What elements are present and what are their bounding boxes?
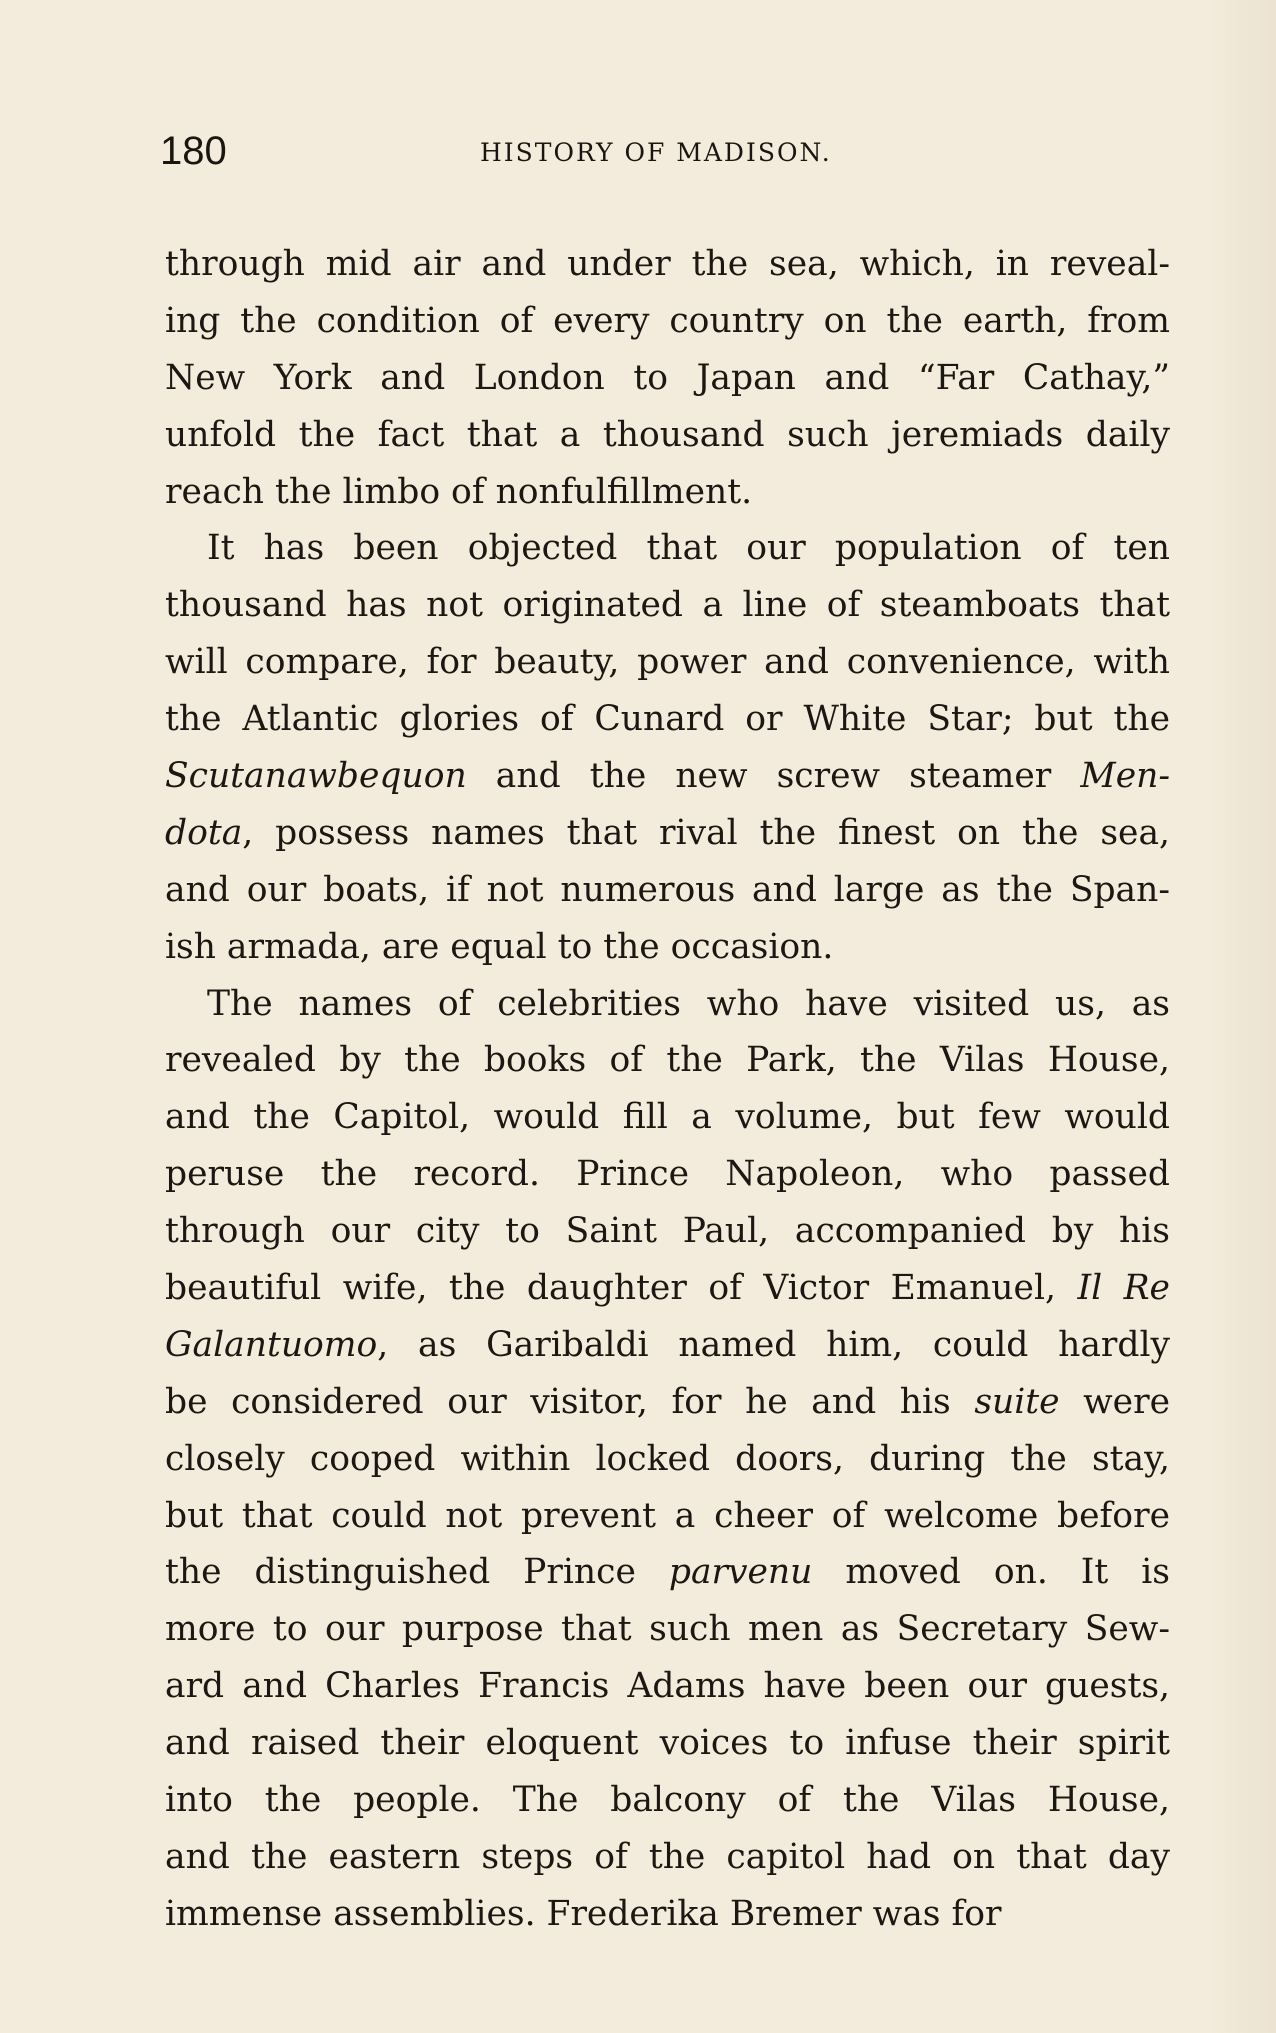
text-run: ish armada, are equal to the occasion. xyxy=(165,926,834,967)
italic-text: parvenu xyxy=(668,1552,813,1593)
italic-text: Scutanawbequon xyxy=(165,756,467,797)
text-line xyxy=(165,464,1170,521)
italic-text: Galantuomo xyxy=(165,1324,378,1365)
text-run: through our city to Saint Paul, accompanied by his xyxy=(165,1211,1170,1252)
text-run: but that could not prevent a cheer of welcome before xyxy=(165,1495,1170,1536)
text-line xyxy=(165,407,1170,464)
text-line xyxy=(165,1544,1170,1601)
text-run: New York and London to Japan and “Far Cathay,” xyxy=(165,357,1170,398)
text-line xyxy=(165,1203,1170,1260)
text-line xyxy=(165,691,1170,748)
text-run: and the eastern steps of the capitol had on that day xyxy=(165,1836,1170,1877)
text-line xyxy=(165,1658,1170,1715)
text-run: unfold the fact that a thousand such jeremiads daily xyxy=(165,414,1170,455)
text-line xyxy=(165,1601,1170,1658)
text-run: ard and Charles Francis Adams have been our guests, xyxy=(165,1666,1170,1707)
italic-text: Men- xyxy=(1080,756,1170,797)
text-run: , possess names that rival the finest on the sea, xyxy=(242,812,1170,853)
text-line xyxy=(165,748,1170,805)
text-line xyxy=(165,1374,1170,1431)
text-run: peruse the record. Prince Napoleon, who passed xyxy=(165,1154,1170,1195)
text-line xyxy=(165,1317,1170,1374)
text-line xyxy=(165,1089,1170,1146)
running-head: HISTORY OF MADISON. xyxy=(480,138,832,167)
italic-text: dota xyxy=(165,812,243,853)
text-line xyxy=(165,1715,1170,1772)
text-line xyxy=(165,1431,1170,1488)
text-run: thousand has not originated a line of steamboats that xyxy=(165,585,1170,626)
text-run: more to our purpose that such men as Secretary Sew- xyxy=(165,1609,1170,1650)
text-run: closely cooped within locked doors, during the stay, xyxy=(165,1438,1170,1479)
text-run: immense assemblies. Frederika Bremer was for xyxy=(165,1893,1002,1934)
text-run: , as Garibaldi named him, could hardly xyxy=(377,1324,1170,1365)
italic-text: suite xyxy=(974,1381,1060,1422)
text-line xyxy=(165,1260,1170,1317)
text-line xyxy=(165,805,1170,862)
text-run: beautiful wife, the daughter of Victor Emanuel, xyxy=(165,1268,1078,1309)
body-text xyxy=(165,236,1170,1943)
text-line xyxy=(165,1886,1170,1943)
text-line xyxy=(165,1032,1170,1089)
text-run: ing the condition of every country on the earth, from xyxy=(165,300,1170,341)
page-number: 180 xyxy=(160,129,227,173)
text-line xyxy=(165,634,1170,691)
text-line xyxy=(165,293,1170,350)
text-line xyxy=(165,1146,1170,1203)
page-header xyxy=(160,128,1180,174)
text-line xyxy=(165,350,1170,407)
text-run: and our boats, if not numerous and large as the Span- xyxy=(165,869,1170,910)
text-run: reach the limbo of nonfulfillment. xyxy=(165,471,753,512)
text-run: were xyxy=(1059,1381,1171,1422)
text-run: will compare, for beauty, power and convenience, with xyxy=(165,642,1170,683)
text-line xyxy=(165,1772,1170,1829)
text-line xyxy=(165,976,1170,1033)
text-line xyxy=(165,862,1170,919)
text-line xyxy=(165,1488,1170,1545)
text-run: and the new screw steamer xyxy=(466,756,1081,797)
text-run: into the people. The balcony of the Vilas House, xyxy=(165,1780,1170,1821)
text-run: the distinguished Prince xyxy=(165,1552,669,1593)
text-line xyxy=(165,520,1170,577)
text-run: moved on. It is xyxy=(812,1552,1170,1593)
text-run: The names of celebrities who have visited us, as xyxy=(207,983,1170,1024)
text-run: revealed by the books of the Park, the Vilas House, xyxy=(165,1040,1170,1081)
text-run: through mid air and under the sea, which, in reveal- xyxy=(165,244,1170,284)
text-run: be considered our visitor, for he and his xyxy=(165,1381,975,1422)
text-run: It has been objected that our population of ten xyxy=(207,528,1170,569)
text-line xyxy=(165,1829,1170,1886)
text-line xyxy=(165,577,1170,634)
text-run: and the Capitol, would fill a volume, but few would xyxy=(165,1097,1170,1138)
text-line xyxy=(165,236,1170,293)
text-run: and raised their eloquent voices to infuse their spirit xyxy=(165,1723,1170,1764)
text-line xyxy=(165,919,1170,976)
text-run: the Atlantic glories of Cunard or White Star; but the xyxy=(165,699,1170,740)
italic-text: Il Re xyxy=(1077,1268,1170,1309)
